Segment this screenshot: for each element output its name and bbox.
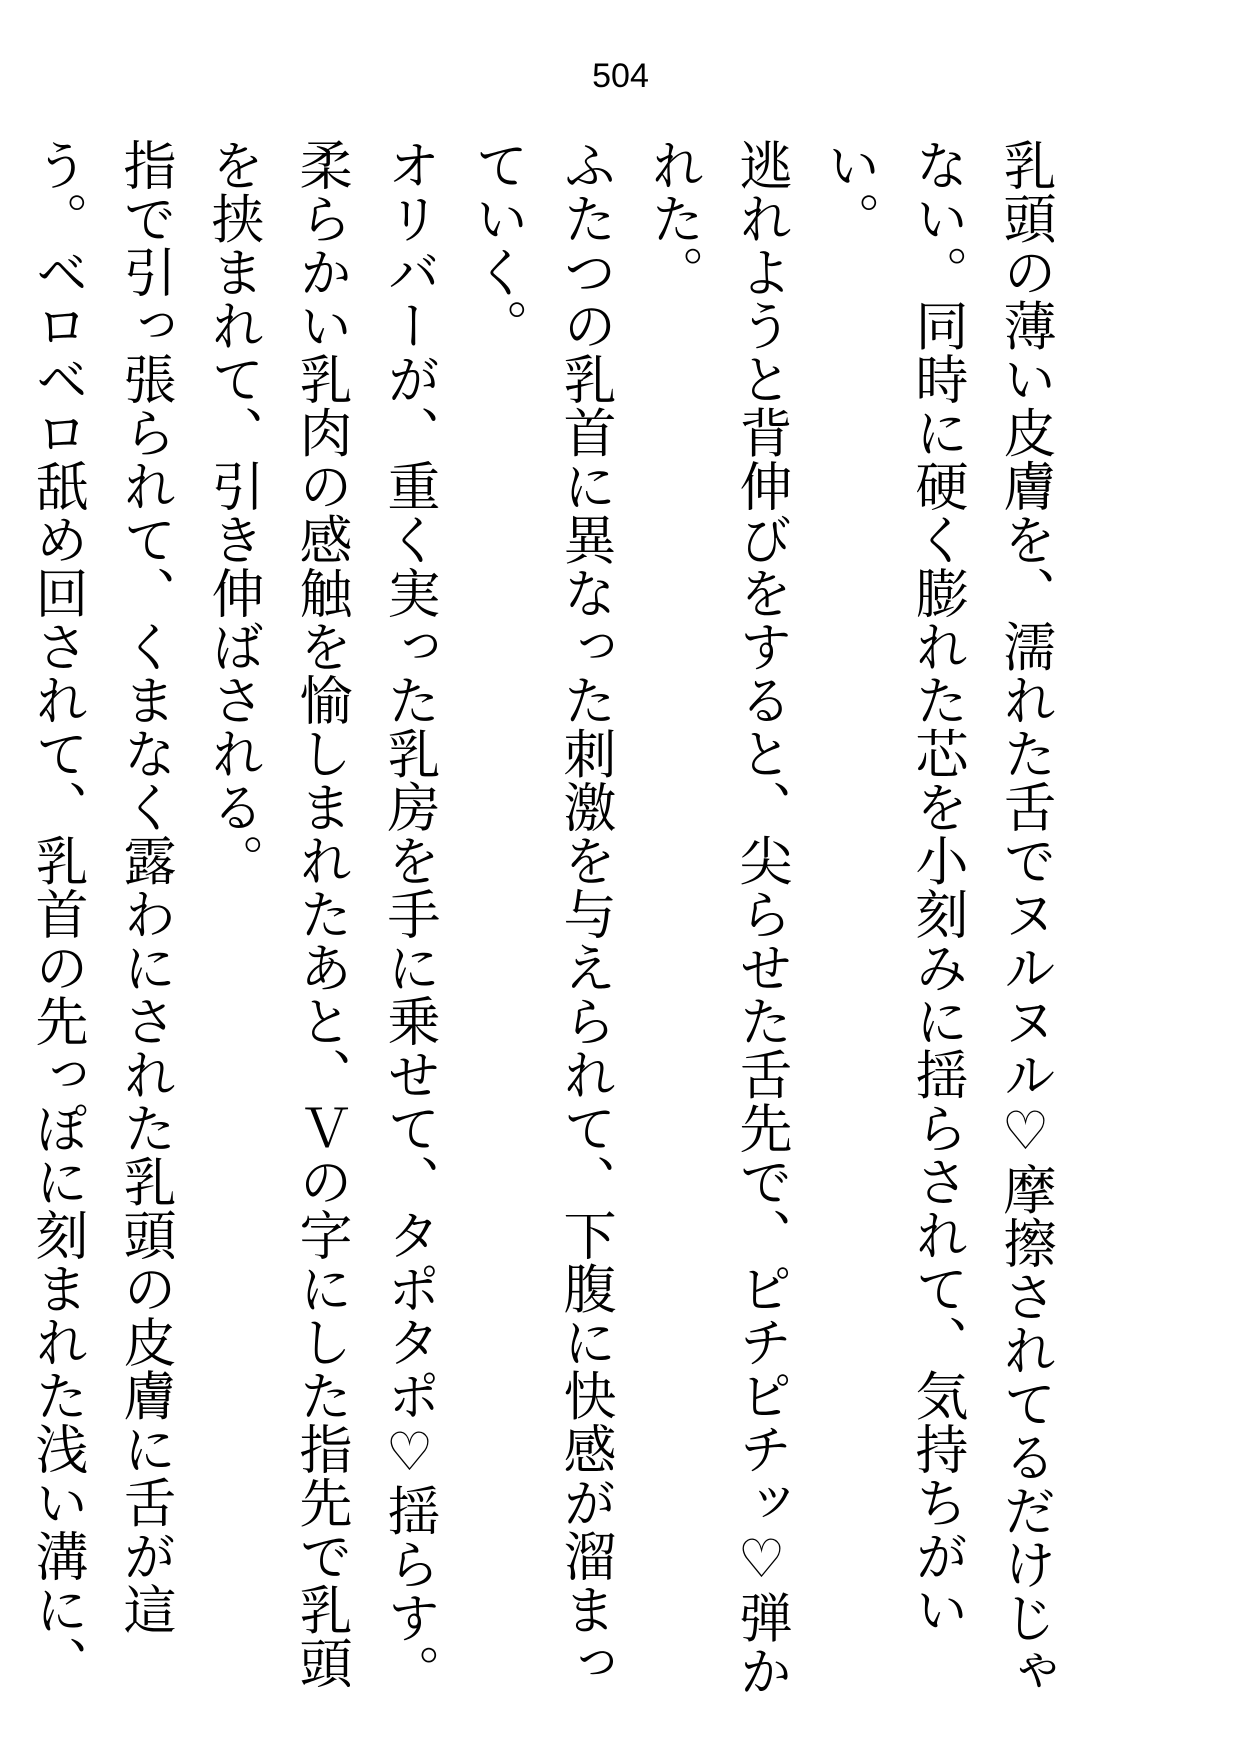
novel-text-body — [0, 138, 1069, 1718]
paragraph: 乳頭の薄い皮膚を、濡れた舌でヌルヌル♡摩擦されてるだけじゃない。同時に硬く膨れた芯を小刻みに揺らされて、気持ちがいい。 — [819, 138, 1056, 1698]
paragraph: 指で引っ張られて、くまなく露わにされた乳頭の皮膚に舌が這う。ベロベロ舐め回されて、乳首の先っぽに刻まれた浅い溝に、 — [27, 138, 176, 1690]
paragraph: 逃れようと背伸びをすると、尖らせた舌先で、ピチピチッ♡弾かれた。 — [643, 138, 792, 1698]
paragraph: ふたつの乳首に異なった刺激を与えられて、下腹に快感が溜まっていく。 — [467, 138, 616, 1690]
paragraph: オリバーが、重く実った乳房を手に乗せて、タポタポ♡揺らす。柔らかい乳肉の感触を愉しまれたあと、Ｖの字にした指先で乳頭を挟まれて、引き伸ばされる。 — [203, 138, 440, 1698]
page-number: 504 — [592, 57, 649, 95]
